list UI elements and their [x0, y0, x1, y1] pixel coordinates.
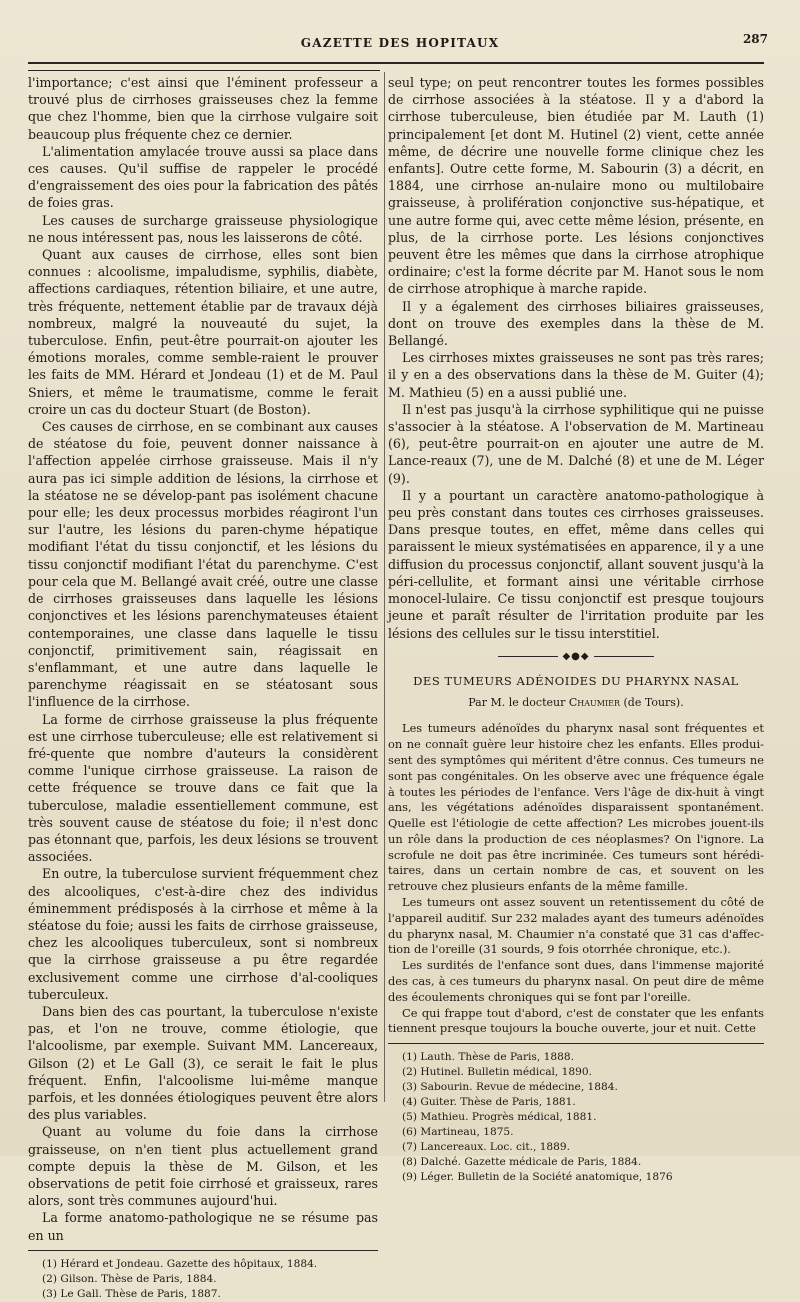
footnote: (8) Dalché. Gazette médicale de Paris, 1884.: [402, 1156, 642, 1169]
header-subrule: [28, 70, 380, 71]
paragraph: En outre, la tuberculose survient fréquemment chez des alcooliques, c'est-à-dire chez des individus éminemment prédisposés à la cirrhose et même à la stéatose du foie; aussi les faits de cirrhose graisseuse, chez les alcooliques tuberculeux, sont si nombreux que la cirrhose graisseuse a pu être regardée exclusivement comme une cirrhose d'al-cooliques tuberculeux.: [28, 866, 378, 1002]
running-title: GAZETTE DES HOPITAUX: [300, 36, 500, 50]
paragraph: Il y a pourtant un caractère anatomo-pathologique à peu près constant dans toutes ces cirrhoses graisseuses. Dans presque toutes, en effet, même dans celles qui paraissent le mieux systématisées en apparence, il y a une diffusion du processus conjonctif, allant souvent jusqu'à la péri-cellulite, et formant ainsi une véritable cirrhose monocel-lulaire. Ce tissu conjonctif est presque toujours jeune et paraît résulter de l'irritation produite par les lésions des cellules sur le tissu interstitiel.: [388, 487, 764, 641]
footnote: (2) Gilson. Thèse de Paris, 1884.: [42, 1272, 217, 1285]
byline-prefix: Par M. le docteur: [468, 696, 566, 710]
left-footnotes: [28, 1250, 378, 1302]
paragraph: La forme anatomo-pathologique ne se résume pas en un: [28, 1210, 378, 1243]
footnote: (3) Sabourin. Revue de médecine, 1884.: [402, 1081, 618, 1094]
footnote: (5) Mathieu. Progrès médical, 1881.: [402, 1111, 597, 1124]
footnote: (7) Lancereaux. Loc. cit., 1889.: [402, 1141, 571, 1154]
right-column: [388, 74, 764, 1184]
byline-suffix: (de Tours).: [623, 696, 684, 710]
paragraph: Quant au volume du foie dans la cirrhose graisseuse, on n'en tient plus actuellement grand compte depuis la thèse de M. Gilson, et les observations de petit foie cirrhosé et graisseux, rares alors, sont très communes aujourd'hui.: [28, 1124, 378, 1209]
section-ornament: ◆●◆: [388, 648, 764, 665]
footnote: (1) Hérard et Jondeau. Gazette des hôpitaux, 1884.: [42, 1257, 318, 1270]
article-paragraph: Les tumeurs ont assez souvent un retentissement du côté de l'appareil auditif. Sur 232 malades ayant des tumeurs adénoïdes du pharynx nasal, M. Chaumier n'a constaté que 31 cas d'affec-tion de l'oreille (31 sourds, 9 fois otorrhée chronique, etc.).: [388, 895, 764, 957]
header-rule: [28, 62, 764, 64]
paragraph: Il y a également des cirrhoses biliaires graisseuses, dont on trouve des exemples dans la thèse de M. Bellangé.: [388, 298, 764, 349]
article-title: DES TUMEURS ADÉNOIDES DU PHARYNX NASAL: [413, 673, 739, 688]
paragraph: seul type; on peut rencontrer toutes les formes possibles de cirrhose associées à la stéatose. Il y a d'abord la cirrhose tuberculeuse, bien étudiée par M. Lauth (1) principalement [et dont M. Hutinel (2) vient, cette année même, de décrire une nouvelle forme clinique chez les enfants]. Outre cette forme, M. Sabourin (3) a décrit, en 1884, une cirrhose an-nulaire mono ou multilobaire graisseuse, à prolifération conjonctive sus-hépatique, et une autre forme qui, avec cette même lésion, présente, en plus, de la cirrhose porte. Les lésions conjonctives peuvent être les mêmes que dans la cirrhose atrophique ordinaire; c'est la forme décrite par M. Hanot sous le nom de cirrhose atrophique à marche rapide.: [388, 75, 764, 297]
paragraph: l'importance; c'est ainsi que l'éminent professeur a trouvé plus de cirrhoses graisseuses chez la femme que chez l'homme, bien que la cirrhose vulgaire soit beaucoup plus fréquente chez ce dernier.: [28, 75, 378, 142]
page-number: 287: [742, 32, 768, 46]
page-header: [28, 30, 772, 56]
paragraph: Quant aux causes de cirrhose, elles sont bien connues : alcoolisme, impaludisme, syphilis, diabète, affections cardiaques, rétention biliaire, et une autre, très fréquente, nettement établie par de travaux déjà nombreux, malgré la nouveauté du sujet, la tuberculose. Enfin, peut-être pourrait-on ajouter les émotions morales, comme semble-raient le prouver les faits de MM. Hérard et Jondeau (1) et de M. Paul Sniers, et même le traumatisme, comme le ferait croire un cas du docteur Stuart (de Boston).: [28, 247, 378, 417]
footnote: (3) Le Gall. Thèse de Paris, 1887.: [42, 1287, 221, 1300]
footnote: (2) Hutinel. Bulletin médical, 1890.: [402, 1066, 592, 1079]
right-footnotes: [388, 1043, 764, 1185]
footnote: (9) Léger. Bulletin de la Société anatomique, 1876: [402, 1171, 673, 1184]
footnote: (4) Guiter. Thèse de Paris, 1881.: [402, 1096, 576, 1109]
paragraph: Dans bien des cas pourtant, la tuberculose n'existe pas, et l'on ne trouve, comme étiologie, que l'alcoolisme, par exemple. Suivant MM. Lancereaux, Gilson (2) et Le Gall (3), ce serait le fait le plus fréquent. Enfin, l'alcoolisme lui-même manque parfois, et les données étiologiques peuvent être alors des plus variables.: [28, 1003, 378, 1123]
article-paragraph: Les tumeurs adénoïdes du pharynx nasal sont fréquentes et on ne connaît guère leur histoire chez les enfants. Elles produi-sent des symptômes qui méritent d'être connus. Ces tumeurs ne sont pas congénitales. On les observe avec une fréquence égale à toutes les périodes de l'enfance. Vers l'âge de dix-huit à vingt ans, les végétations adénoïdes disparaissent spontanément. Quelle est l'étiologie de cette affection? Les microbes jouent-ils un rôle dans la production de ces néoplasmes? On l'ignore. La scrofule ne doit pas être incriminée. Ces tumeurs sont hérédi-taires, dans un certain nombre de cas, et souvent on les retrouve chez plusieurs enfants de la même famille.: [388, 721, 764, 894]
footnote: (6) Martineau, 1875.: [402, 1126, 514, 1139]
article-paragraph: Ce qui frappe tout d'abord, c'est de constater que les enfants tiennent presque toujours la bouche ouverte, jour et nuit. Cette: [388, 1005, 764, 1036]
paragraph: L'alimentation amylacée trouve aussi sa place dans ces causes. Qu'il suffise de rappeler le procédé d'engraissement des oies pour la fabrication des pâtés de foies gras.: [28, 143, 378, 211]
paragraph: Ces causes de cirrhose, en se combinant aux causes de stéatose du foie, peuvent donner naissance à l'affection appelée cirrhose graisseuse. Mais il n'y aura pas ici simple addition de lésions, la cirrhose et la stéatose ne se dévelop-pant pas isolément chacune pour elle; les deux processus morbides réagiront l'un sur l'autre, les lésions du paren-chyme hépatique modifiant l'état du tissu conjonctif, et les lésions du tissu conjonctif modifiant l'état du parenchyme. C'est pour cela que M. Bellangé avait créé, outre une classe de cirrhoses graisseuses dans laquelle les lésions conjonctives et les lésions parenchymateuses étaient contemporaines, une classe dans laquelle le tissu conjonctif, primitivement sain, réagissait en s'enflammant, et une autre dans laquelle le parenchyme réagissait en se stéatosant sous l'influence de la cirrhose.: [28, 419, 378, 710]
article-byline: [388, 694, 764, 711]
paragraph: Les cirrhoses mixtes graisseuses ne sont pas très rares; il y en a des observations dans la thèse de M. Guiter (4); M. Mathieu (5) en a aussi publié une.: [388, 350, 764, 400]
article-paragraph: Les surdités de l'enfance sont dues, dans l'immense majorité des cas, à ces tumeurs du pharynx nasal. On peut dire de même des écoulements chroniques qui se font par l'oreille.: [388, 958, 764, 1004]
paragraph: La forme de cirrhose graisseuse la plus fréquente est une cirrhose tuberculeuse; elle est relativement si fré-quente que nombre d'auteurs la considèrent comme l'unique cirrhose graisseuse. La raison de cette fréquence se trouve dans ce fait que la tuberculose, maladie essentiellement commune, est très souvent cause de stéatose du foie; il n'est donc pas étonnant que, parfois, les deux lésions se trouvent associées.: [28, 711, 378, 865]
paragraph: Il n'est pas jusqu'à la cirrhose syphilitique qui ne puisse s'associer à la stéatose. A l'observation de M. Martineau (6), peut-être pourrait-on en ajouter une autre de M. Lance-reaux (7), une de M. Dalché (8) et une de M. Léger (9).: [388, 401, 764, 486]
footnote: (1) Lauth. Thèse de Paris, 1888.: [402, 1051, 574, 1064]
paragraph: Les causes de surcharge graisseuse physiologique ne nous intéressent pas, nous les laisserons de côté.: [28, 212, 378, 245]
text-columns: [28, 74, 764, 1300]
left-column: [28, 74, 378, 1300]
byline-author: Chaumier: [568, 696, 620, 710]
